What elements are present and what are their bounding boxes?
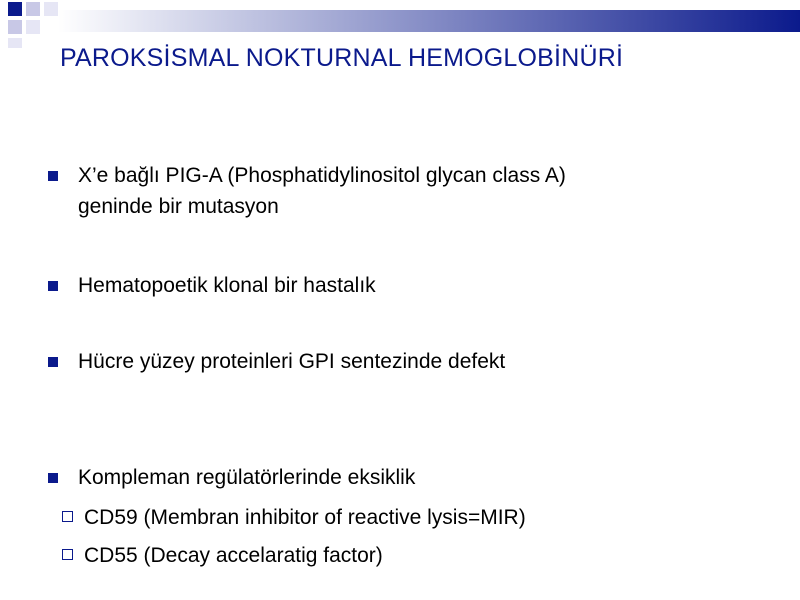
bullet-text: Hücre yüzey proteinleri GPI sentezinde defekt: [78, 350, 506, 373]
sub-bullet-text: CD59 (Membran inhibitor of reactive lysis=MIR): [84, 506, 526, 529]
square-bullet-icon: [48, 473, 58, 483]
list-item: [48, 462, 415, 493]
list-item: [48, 160, 566, 222]
sub-bullet-text: CD55 (Decay accelaratig factor): [84, 544, 383, 567]
bullet-text-line2: geninde bir mutasyon: [78, 195, 279, 218]
sub-list-item: [18, 540, 383, 571]
sub-list-item: [18, 502, 526, 533]
square-bullet-icon: [48, 281, 58, 291]
list-item: [48, 346, 505, 377]
square-bullet-icon: [48, 171, 58, 181]
bullet-text: Hematopoetik klonal bir hastalık: [78, 274, 376, 297]
hollow-square-bullet-icon: [62, 549, 73, 560]
bullet-text-line1: X’e bağlı PIG-A (Phosphatidylinositol glycan class A): [78, 164, 566, 187]
square-bullet-icon: [48, 357, 58, 367]
bullet-text: Kompleman regülatörlerinde eksiklik: [78, 466, 416, 489]
list-item: [48, 270, 376, 301]
slide-title: PAROKSİSMAL NOKTURNAL HEMOGLOBİNÜRİ: [60, 44, 624, 72]
header-decoration: [0, 0, 800, 50]
hollow-square-bullet-icon: [62, 511, 73, 522]
